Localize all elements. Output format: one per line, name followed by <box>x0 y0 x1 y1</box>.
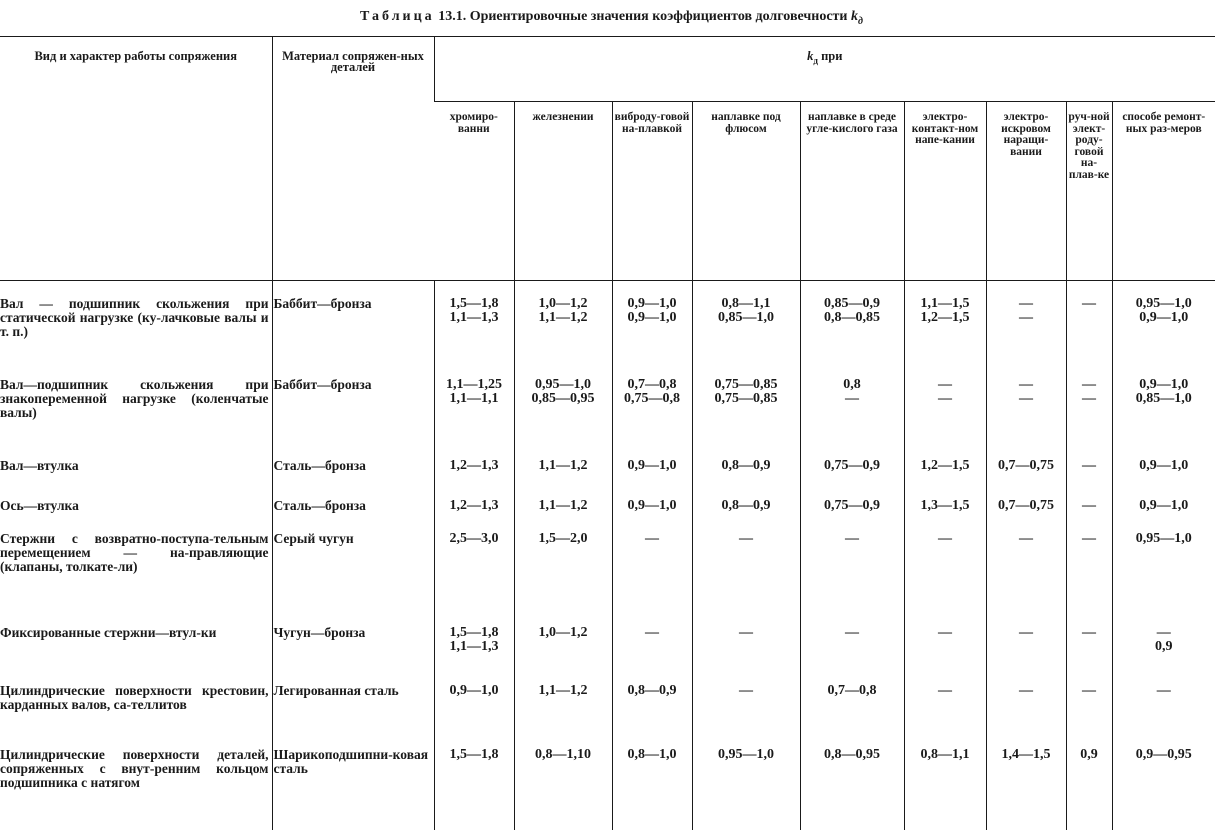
cell-material: Серый чугун <box>272 532 434 626</box>
cell-value <box>514 459 612 499</box>
table-row <box>0 281 1215 378</box>
header-method-label: наплавке под флюсом <box>711 111 781 135</box>
cell-kind: Ось—втулка <box>0 497 79 513</box>
header-method <box>800 102 904 281</box>
cell-value <box>514 499 612 532</box>
cell-value-line: — <box>1019 624 1033 640</box>
header-method-label: способе ремонт-ных раз-меров <box>1122 111 1206 135</box>
cell-value-line: — <box>938 624 952 640</box>
cell-material: Сталь—бронза <box>272 459 434 499</box>
cell-value-line: — <box>938 390 952 406</box>
cell-value-line: 0,8—1,1 <box>721 296 771 311</box>
cell-value-line: 1,1—1,25 <box>446 376 502 392</box>
cell-value <box>800 281 904 378</box>
cell-material: Чугун—бронза <box>272 626 434 684</box>
cell-value-line: 0,9—1,0 <box>1139 457 1189 473</box>
cell-value-line: 0,8—0,9 <box>627 682 677 698</box>
cell-value <box>986 378 1066 459</box>
cell-value-line: 0,8 <box>843 376 861 392</box>
cell-value-line: — <box>938 530 952 546</box>
cell-value-line: 1,1—1,2 <box>538 497 588 513</box>
cell-value-line: — <box>1019 530 1033 546</box>
cell-value <box>692 748 800 830</box>
cell-value-line: 1,1—1,2 <box>538 457 588 473</box>
cell-value-line: — <box>1156 682 1171 698</box>
cell-value <box>434 748 514 830</box>
cell-value-line: 0,9—1,0 <box>627 497 677 513</box>
cell-value-line: 1,1—1,3 <box>449 638 499 654</box>
cell-value-line: 0,8—0,85 <box>824 310 880 325</box>
cell-value <box>612 281 692 378</box>
caption-text: 13.1. Ориентировочные значения коэффициентов долговечности <box>434 9 848 24</box>
cell-value-line: — <box>938 376 952 392</box>
cell-value-line: 0,75—0,9 <box>824 457 880 473</box>
cell-value <box>434 499 514 532</box>
header-method <box>612 102 692 281</box>
cell-value <box>986 499 1066 532</box>
cell-value-line: 1,3—1,5 <box>920 497 970 513</box>
cell-value <box>1066 378 1112 459</box>
cell-value <box>434 532 514 626</box>
header-method-label: руч-ной элект-роду-говой на-плав-ке <box>1068 111 1110 181</box>
cell-material: Легированная сталь <box>272 684 434 748</box>
cell-kind: Вал — подшипник скольжения при статической нагрузке (ку-лачковые валы и т. п.) <box>0 281 272 378</box>
cell-value <box>612 532 692 626</box>
cell-value-line: 2,5—3,0 <box>449 530 499 546</box>
cell-value-line: 0,7—0,8 <box>827 682 877 698</box>
cell-value-line: 1,0—1,2 <box>538 624 588 640</box>
cell-value-line: — <box>845 530 859 546</box>
cell-value-line: — <box>1019 296 1033 311</box>
cell-value-line: 0,8—0,9 <box>721 457 771 473</box>
header-method <box>692 102 800 281</box>
cell-value-line: — <box>845 624 859 640</box>
header-method <box>514 102 612 281</box>
cell-value-line: — <box>1082 457 1096 473</box>
cell-value <box>612 684 692 748</box>
header-material: Материал сопряжен-ных деталей <box>272 37 434 281</box>
cell-value-line: 0,75—0,8 <box>624 390 680 406</box>
cell-value-line: 0,9—1,0 <box>627 310 677 325</box>
cell-value-line: — <box>1082 390 1096 406</box>
cell-value-line: — <box>645 624 659 640</box>
cell-value-line: — <box>1082 296 1096 311</box>
cell-value <box>434 281 514 378</box>
cell-value-line: 1,5—1,8 <box>449 296 499 311</box>
cell-value-line: 0,8—0,95 <box>824 746 880 762</box>
cell-value <box>1066 626 1112 684</box>
cell-value <box>692 684 800 748</box>
header-method-label: железнении <box>532 111 594 123</box>
cell-value <box>612 626 692 684</box>
cell-value-line: 0,75—0,9 <box>824 497 880 513</box>
cell-value <box>1112 281 1215 378</box>
header-method-label: электро-искровом наращи-вании <box>1001 111 1051 158</box>
cell-value-line: — <box>1019 310 1033 325</box>
cell-value-line: 0,8—1,0 <box>627 746 677 762</box>
cell-value-line: 0,95—1,0 <box>1135 530 1192 546</box>
cell-value <box>1066 459 1112 499</box>
cell-value-line: 1,2—1,5 <box>920 310 970 325</box>
header-method <box>1066 102 1112 281</box>
cell-value-line: 0,7—0,75 <box>998 497 1054 513</box>
cell-value <box>1112 459 1215 499</box>
cell-value-line: 0,9—1,0 <box>627 296 677 311</box>
header-method <box>1112 102 1215 281</box>
cell-value <box>986 281 1066 378</box>
cell-value-line: — <box>1082 497 1096 513</box>
cell-value-line: 1,1—1,2 <box>538 310 588 325</box>
cell-material: Баббит—бронза <box>272 378 434 459</box>
cell-value <box>904 684 986 748</box>
cell-value-line: 0,9—1,0 <box>449 682 499 698</box>
durability-table <box>0 36 1215 830</box>
caption-lead: Таблица <box>360 9 435 24</box>
cell-value-line: 0,95—1,0 <box>1135 296 1192 311</box>
cell-value <box>692 626 800 684</box>
cell-value-line: 0,85—1,0 <box>1135 390 1192 406</box>
cell-value-line: 0,9—1,0 <box>1139 310 1189 325</box>
cell-value <box>1066 748 1112 830</box>
cell-value-line: 0,8—1,1 <box>920 746 970 762</box>
table-row <box>0 378 1215 459</box>
cell-value-line: — <box>645 530 659 546</box>
cell-value-line: 1,1—1,5 <box>920 296 970 311</box>
cell-value <box>692 532 800 626</box>
cell-value-line: 0,9—1,0 <box>627 457 677 473</box>
cell-value <box>986 626 1066 684</box>
cell-value <box>434 626 514 684</box>
cell-value <box>904 748 986 830</box>
cell-value <box>986 459 1066 499</box>
cell-value-line: 0,9—1,0 <box>1139 376 1189 392</box>
cell-value <box>514 378 612 459</box>
table-row <box>0 532 1215 626</box>
cell-value <box>1112 499 1215 532</box>
cell-value-line: 0,75—0,85 <box>714 390 778 406</box>
cell-value <box>1112 532 1215 626</box>
cell-value <box>986 684 1066 748</box>
header-method-label: наплавке в среде угле-кислого газа <box>806 111 898 135</box>
cell-value-line: 1,2—1,3 <box>449 497 499 513</box>
cell-value <box>1112 748 1215 830</box>
cell-value-line: 0,7—0,8 <box>627 376 677 392</box>
cell-value-line: 0,9 <box>1155 638 1173 654</box>
cell-value <box>904 281 986 378</box>
header-method <box>434 102 514 281</box>
header-method <box>904 102 986 281</box>
cell-value-line: — <box>1019 390 1033 406</box>
cell-value <box>800 748 904 830</box>
cell-value <box>514 748 612 830</box>
cell-value-line: — <box>739 624 753 640</box>
cell-value-line: 1,2—1,3 <box>449 457 499 473</box>
cell-value <box>612 378 692 459</box>
cell-value <box>904 532 986 626</box>
cell-value <box>800 459 904 499</box>
header-method-label: виброду-говой на-плавкой <box>614 111 690 135</box>
cell-value-line: 1,1—1,3 <box>449 310 499 325</box>
cell-value <box>1066 499 1112 532</box>
cell-kind: Цилиндрические поверхности деталей, сопряженных с внут-ренним кольцом подшипника с натягом <box>0 746 269 790</box>
cell-value-line: 0,9—1,0 <box>1139 497 1189 513</box>
table-row <box>0 626 1215 684</box>
caption-symbol-sub: д <box>857 15 863 27</box>
cell-value <box>514 532 612 626</box>
cell-value-line: 0,7—0,75 <box>998 457 1054 473</box>
table-caption <box>0 9 1223 27</box>
cell-value <box>1112 378 1215 459</box>
cell-value <box>904 626 986 684</box>
cell-value-line: — <box>739 682 753 698</box>
cell-value <box>1112 684 1215 748</box>
cell-kind: Фиксированные стержни—втул-ки <box>0 624 217 640</box>
cell-value <box>692 378 800 459</box>
cell-value-line: 1,1—1,2 <box>538 682 588 698</box>
cell-value <box>434 378 514 459</box>
cell-value <box>612 499 692 532</box>
cell-value-line: 1,5—1,8 <box>449 746 499 762</box>
cell-value <box>1066 684 1112 748</box>
table-row <box>0 459 1215 499</box>
cell-material: Шарикоподшипни-ковая сталь <box>272 748 434 830</box>
cell-value <box>904 499 986 532</box>
header-method-label: электро-контакт-ном напе-кании <box>911 111 979 146</box>
cell-value-line: — <box>938 682 952 698</box>
cell-value-line: 0,9—0,95 <box>1135 746 1192 762</box>
cell-value-line: 0,95—1,0 <box>535 376 591 392</box>
cell-value <box>434 684 514 748</box>
cell-value <box>904 378 986 459</box>
table-row <box>0 684 1215 748</box>
cell-value-line: 0,9 <box>1080 746 1098 762</box>
cell-value <box>1066 281 1112 378</box>
cell-value-line: — <box>739 530 753 546</box>
header-method <box>986 102 1066 281</box>
cell-value-line: — <box>1019 682 1033 698</box>
header-kd-sub: д <box>813 55 818 66</box>
header-kd <box>434 37 1215 102</box>
cell-value <box>514 626 612 684</box>
cell-value <box>514 684 612 748</box>
cell-material: Баббит—бронза <box>272 281 434 378</box>
cell-value-line: — <box>1156 624 1171 640</box>
cell-kind: Стержни с возвратно-поступа-тельным перемещением — на-правляющие (клапаны, толкате-ли) <box>0 530 269 574</box>
cell-value <box>986 748 1066 830</box>
cell-value-line: 0,75—0,85 <box>714 376 778 392</box>
cell-value-line: — <box>1082 376 1096 392</box>
cell-value-line: 0,85—0,9 <box>824 296 880 311</box>
cell-value-line: 1,4—1,5 <box>1001 746 1051 762</box>
cell-value <box>800 532 904 626</box>
table-row <box>0 499 1215 532</box>
cell-value-line: 1,5—2,0 <box>538 530 588 546</box>
cell-value <box>1112 626 1215 684</box>
cell-kind: Вал—подшипник скольжения при знакопеременной нагрузке (коленчатые валы) <box>0 376 269 420</box>
cell-value <box>514 281 612 378</box>
cell-value <box>986 532 1066 626</box>
cell-value <box>612 459 692 499</box>
cell-value <box>800 499 904 532</box>
cell-value <box>800 626 904 684</box>
cell-value <box>612 748 692 830</box>
cell-value <box>800 378 904 459</box>
cell-kind: Вал—втулка <box>0 457 79 473</box>
header-kind: Вид и характер работы сопряжения <box>0 37 272 281</box>
cell-value-line: 0,8—0,9 <box>721 497 771 513</box>
cell-value <box>692 459 800 499</box>
header-method-label: хромиро-ванни <box>449 111 498 135</box>
cell-value-line: 1,5—1,8 <box>449 624 499 640</box>
cell-value-line: 1,2—1,5 <box>920 457 970 473</box>
table-row <box>0 748 1215 830</box>
header-kd-suffix: при <box>817 49 843 63</box>
cell-value <box>692 281 800 378</box>
cell-value-line: 0,85—0,95 <box>531 390 595 406</box>
cell-value <box>434 459 514 499</box>
cell-value-line: 0,85—1,0 <box>718 310 774 325</box>
cell-value <box>800 684 904 748</box>
cell-value <box>692 499 800 532</box>
cell-value-line: — <box>1082 530 1096 546</box>
caption-symbol: k <box>850 9 858 24</box>
cell-kind: Цилиндрические поверхности крестовин, карданных валов, са-теллитов <box>0 682 269 712</box>
header-kd-symbol: k <box>807 49 814 63</box>
cell-value <box>1066 532 1112 626</box>
cell-value-line: — <box>845 390 859 406</box>
cell-value-line: 0,95—1,0 <box>718 746 774 762</box>
cell-value-line: — <box>1082 682 1096 698</box>
cell-value-line: — <box>1082 624 1096 640</box>
cell-value-line: — <box>1019 376 1033 392</box>
cell-material: Сталь—бронза <box>272 499 434 532</box>
cell-value-line: 1,0—1,2 <box>538 296 588 311</box>
cell-value <box>904 459 986 499</box>
cell-value-line: 0,8—1,10 <box>535 746 591 762</box>
cell-value-line: 1,1—1,1 <box>449 390 499 406</box>
